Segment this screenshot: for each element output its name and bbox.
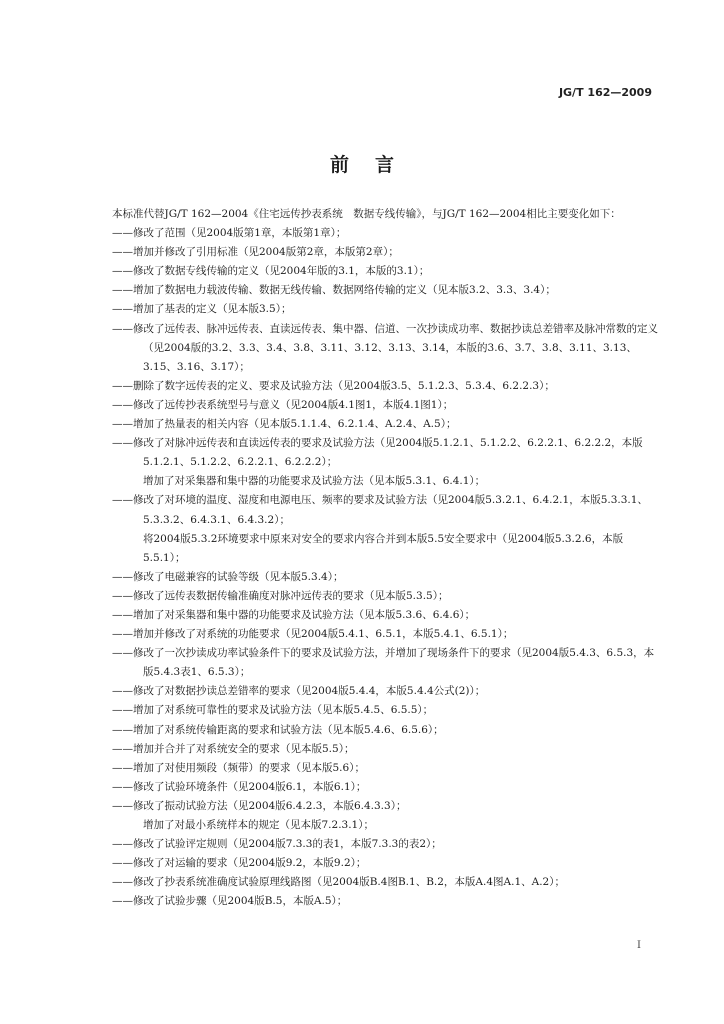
list-item-dash: —— bbox=[112, 723, 133, 736]
list-item-dash: —— bbox=[112, 418, 133, 431]
list-item-text: 增加了对采集器和集中器的功能要求及试验方法（见本版5.3.6、6.4.6）； bbox=[133, 608, 476, 621]
list-item-text: 修改了对数据抄读总差错率的要求（见2004版5.4.4，本版5.4.4公式(2)）； bbox=[133, 685, 486, 698]
list-item bbox=[112, 262, 660, 281]
list-item-dash: —— bbox=[112, 761, 133, 774]
page-number: I bbox=[637, 940, 641, 951]
list-item-text: 增加并合并了对系统安全的要求（见本版5.5）； bbox=[133, 742, 355, 755]
list-item-dash: —— bbox=[112, 284, 133, 297]
list-item bbox=[112, 797, 660, 816]
list-item bbox=[112, 320, 660, 377]
list-item bbox=[112, 625, 660, 644]
list-item-dash: —— bbox=[112, 838, 133, 851]
list-item-dash: —— bbox=[112, 227, 133, 240]
list-item bbox=[112, 415, 660, 434]
list-item bbox=[112, 530, 660, 568]
list-item-text: 修改了抄表系统准确度试验原理线路图（见2004版B.4图B.1、B.2，本版A.4图A.1、A.2）； bbox=[133, 876, 565, 889]
list-item bbox=[112, 682, 660, 701]
list-item bbox=[112, 873, 660, 892]
list-item bbox=[112, 854, 660, 873]
list-item-text: 增加了对系统传输距离的要求和试验方法（见本版5.4.6、6.5.6）； bbox=[133, 723, 444, 736]
list-item-dash: —— bbox=[112, 246, 133, 259]
list-item-text: 修改了对脉冲远传表和直读远传表的要求及试验方法（见2004版5.1.2.1、5.1.2.2、6.2.2.1、6.2.2.2，本版5.1.2.1、5.1.2.2、6.2.2.1、6.2.2.2）； bbox=[133, 437, 643, 469]
list-item bbox=[112, 472, 660, 491]
list-item-text: 修改了数据专线传输的定义（见2004年版的3.1，本版的3.1）； bbox=[133, 265, 430, 278]
list-item-text: 增加了对最小系统样本的规定（见本版7.2.3.1）； bbox=[143, 819, 374, 831]
list-item bbox=[112, 892, 660, 911]
list-item-text: 修改了远传表数据传输准确度对脉冲远传表的要求（见本版5.3.5）； bbox=[133, 589, 449, 602]
list-item-dash: —— bbox=[112, 780, 133, 793]
list-item bbox=[112, 644, 660, 682]
list-item-dash: —— bbox=[112, 322, 133, 335]
list-item-text: 修改了试验环境条件（见2004版6.1，本版6.1）； bbox=[133, 780, 367, 793]
list-item-dash: —— bbox=[112, 704, 133, 717]
list-item bbox=[112, 568, 660, 587]
list-item-text: 增加了基表的定义（见本版3.5）； bbox=[133, 303, 292, 316]
change-list bbox=[112, 224, 660, 911]
list-item bbox=[112, 377, 660, 396]
list-item bbox=[112, 587, 660, 606]
list-item-dash: —— bbox=[112, 876, 133, 889]
list-item bbox=[112, 759, 660, 778]
list-item bbox=[112, 491, 660, 529]
list-item-dash: —— bbox=[112, 570, 133, 583]
list-item-dash: —— bbox=[112, 742, 133, 755]
list-item-text: 修改了电磁兼容的试验等级（见本版5.3.4）； bbox=[133, 570, 344, 583]
list-item bbox=[112, 835, 660, 854]
list-item-text: 增加了对系统可靠性的要求及试验方法（见本版5.4.5、6.5.5）； bbox=[133, 704, 434, 717]
list-item-dash: —— bbox=[112, 379, 133, 392]
list-item-text: 修改了一次抄读成功率试验条件下的要求及试验方法，并增加了现场条件下的要求（见2004版5.4.3、6.5.3，本版5.4.3表1、6.5.3）； bbox=[133, 647, 655, 679]
list-item-text: 增加并修改了引用标准（见2004版第2章，本版第2章）； bbox=[133, 246, 399, 259]
list-item-text: 修改了远传抄表系统型号与意义（见2004版4.1图1，本版4.1图1）； bbox=[133, 398, 454, 411]
list-item bbox=[112, 396, 660, 415]
list-item bbox=[112, 281, 660, 300]
list-item-dash: —— bbox=[112, 608, 133, 621]
list-item-dash: —— bbox=[112, 895, 133, 908]
list-item-text: 修改了对环境的温度、湿度和电源电压、频率的要求及试验方法（见2004版5.3.2.1、6.4.2.1，本版5.3.3.1、5.3.3.2、6.4.3.1、6.4.3.2）； bbox=[133, 494, 648, 526]
list-item-dash: —— bbox=[112, 685, 133, 698]
list-item-text: 增加了对使用频段（频带）的要求（见本版5.6）； bbox=[133, 761, 365, 774]
list-item-text: 修改了振动试验方法（见2004版6.4.2.3，本版6.4.3.3）； bbox=[133, 799, 407, 812]
list-item bbox=[112, 606, 660, 625]
list-item bbox=[112, 816, 660, 835]
page-title: 前言 bbox=[329, 154, 420, 176]
list-item-dash: —— bbox=[112, 799, 133, 812]
list-item-text: 增加了数据电力载波传输、数据无线传输、数据网络传输的定义（见本版3.2、3.3、3.4）； bbox=[133, 284, 556, 297]
list-item-text: 修改了对运输的要求（见2004版9.2，本版9.2）； bbox=[133, 857, 367, 870]
list-item bbox=[112, 243, 660, 262]
list-item-text: 增加了对采集器和集中器的功能要求及试验方法（见本版5.3.1、6.4.1）； bbox=[143, 475, 486, 488]
list-item-text: 增加并修改了对系统的功能要求（见2004版5.4.1、6.5.1，本版5.4.1、6.5.1）； bbox=[133, 628, 514, 641]
list-item-dash: —— bbox=[112, 647, 133, 660]
list-item-dash: —— bbox=[112, 589, 133, 602]
list-item-text: 修改了试验步骤（见2004版B.5，本版A.5）； bbox=[133, 895, 348, 908]
list-item-dash: —— bbox=[112, 628, 133, 641]
list-item bbox=[112, 778, 660, 797]
list-item-text: 将2004版5.3.2环境要求中原来对安全的要求内容合并到本版5.5安全要求中（见2004版5.3.2.6，本版5.5.1）； bbox=[143, 532, 624, 564]
list-item-dash: —— bbox=[112, 265, 133, 278]
list-item-text: 修改了试验评定规则（见2004版7.3.3的表1，本版7.3.3的表2）； bbox=[133, 838, 442, 851]
list-item bbox=[112, 300, 660, 319]
list-item bbox=[112, 701, 660, 720]
list-item-text: 修改了范围（见2004版第1章，本版第1章）； bbox=[133, 227, 347, 240]
list-item-dash: —— bbox=[112, 494, 133, 507]
list-item-text: 修改了远传表、脉冲远传表、直读远传表、集中器、信道、一次抄读成功率、数据抄读总差错率及脉冲常数的定义（见2004版的3.2、3.3、3.4、3.8、3.11、3.12、3.13、3.14，本版的3.6、3.7、3.8、3.11、3.13、3.15、3.16、3.17）； bbox=[133, 322, 658, 373]
document-body bbox=[112, 205, 660, 911]
list-item bbox=[112, 434, 660, 472]
list-item-dash: —— bbox=[112, 857, 133, 870]
list-item bbox=[112, 740, 660, 759]
list-item-dash: —— bbox=[112, 437, 133, 450]
standard-code: JG/T 162—2009 bbox=[558, 86, 652, 99]
intro-paragraph: 本标准代替JG/T 162—2004《住宅远传抄表系统 数据专线传输》，与JG/T 162—2004相比主要变化如下： bbox=[112, 208, 621, 220]
list-item-text: 删除了数字远传表的定义、要求及试验方法（见2004版3.5、5.1.2.3、5.3.4、6.2.2.3）； bbox=[133, 379, 555, 392]
list-item-text: 增加了热量表的相关内容（见本版5.1.1.4、6.2.1.4、A.2.4、A.5）； bbox=[133, 418, 457, 431]
list-item bbox=[112, 721, 660, 740]
list-item bbox=[112, 224, 660, 243]
list-item-dash: —— bbox=[112, 303, 133, 316]
list-item-dash: —— bbox=[112, 398, 133, 411]
